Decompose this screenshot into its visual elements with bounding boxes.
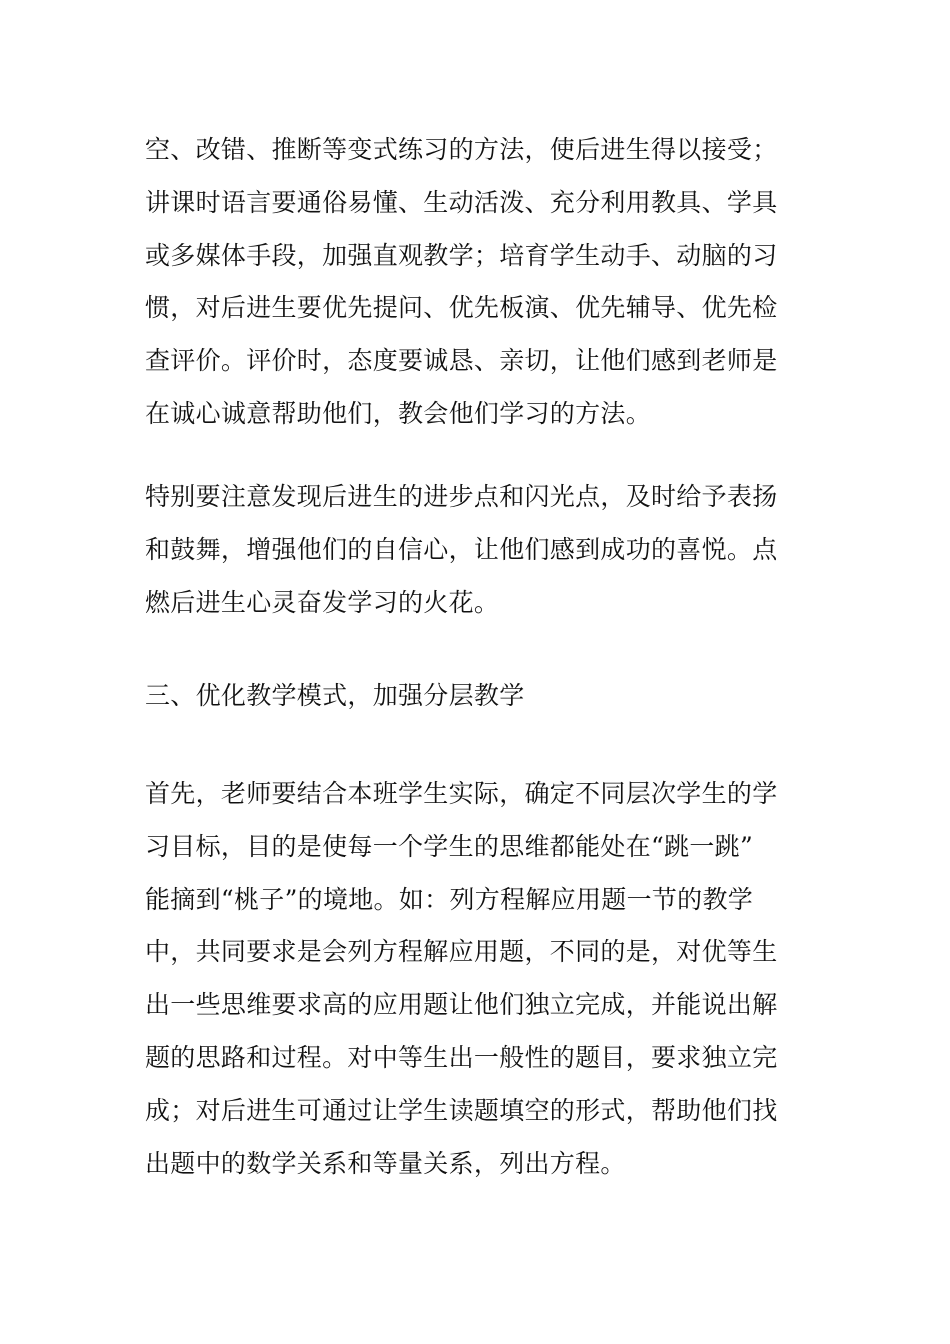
- text-line: 成；对后进生可通过让学生读题填空的形式，帮助他们找: [145, 1095, 778, 1125]
- paragraph-teaching-methods: [145, 124, 825, 441]
- text-line: 题的思路和过程。对中等生出一般性的题目，要求独立完: [145, 1042, 778, 1072]
- section-heading: [145, 670, 825, 723]
- text-line: 惯，对后进生要优先提问、优先板演、优先辅导、优先检: [145, 293, 778, 323]
- text-line: 中，共同要求是会列方程解应用题，不同的是，对优等生: [145, 937, 778, 967]
- text-line: 能摘到“桃子”的境地。如：列方程解应用题一节的教学: [145, 884, 754, 914]
- paragraph-encouragement: [145, 471, 825, 629]
- text-line: 习目标，目的是使每一个学生的思维都能处在“跳一跳”: [145, 831, 754, 861]
- heading-text: 三、优化教学模式，加强分层教学: [145, 681, 525, 710]
- text-line: 特别要注意发现后进生的进步点和闪光点，及时给予表扬: [145, 482, 778, 511]
- text-line: 首先，老师要结合本班学生实际，确定不同层次学生的学: [145, 779, 778, 808]
- text-line: 查评价。评价时，态度要诚恳、亲切，让他们感到老师是: [145, 346, 778, 376]
- text-line: 讲课时语言要通俗易懂、生动活泼、充分利用教具、学具: [145, 187, 778, 217]
- text-line: 出题中的数学关系和等量关系，列出方程。: [145, 1148, 626, 1178]
- text-line: 燃后进生心灵奋发学习的火花。: [145, 587, 500, 617]
- text-line: 在诚心诚意帮助他们，教会他们学习的方法。: [145, 398, 652, 428]
- text-line: 出一些思维要求高的应用题让他们独立完成，并能说出解: [145, 990, 778, 1020]
- text-line: 空、改错、推断等变式练习的方法，使后进生得以接受；: [145, 135, 778, 164]
- paragraph-layered-teaching: [145, 768, 825, 1190]
- text-line: 或多媒体手段，加强直观教学；培育学生动手、动脑的习: [145, 240, 778, 270]
- text-line: 和鼓舞，增强他们的自信心，让他们感到成功的喜悦。点: [145, 534, 778, 564]
